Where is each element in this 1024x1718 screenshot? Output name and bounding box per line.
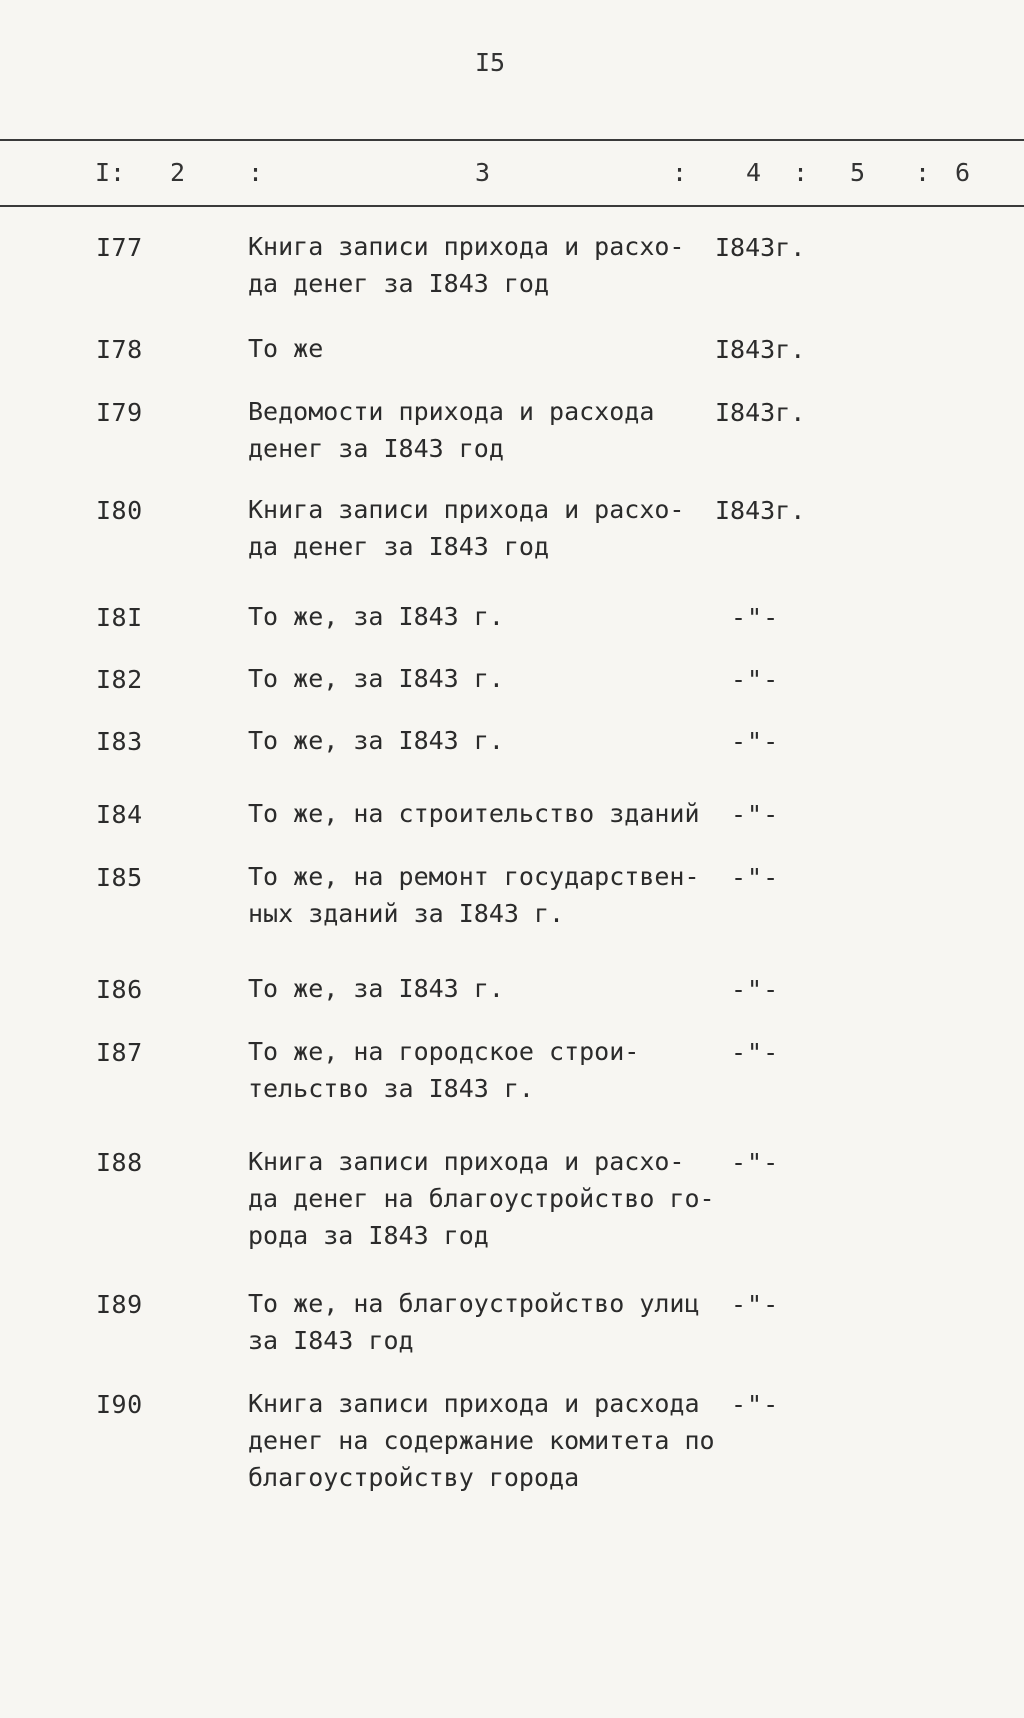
item-date: -"- (731, 1290, 780, 1319)
item-title-line: Ведомости прихода и расхода (248, 397, 655, 426)
item-number: I83 (96, 727, 143, 756)
item-date: -"- (731, 975, 780, 1004)
item-title-line: То же, за I843 г. (248, 974, 504, 1003)
item-title-line: То же, на ремонт государствен- (248, 862, 700, 891)
item-date: I843г. (715, 398, 806, 427)
header-rule-bottom (0, 205, 1024, 207)
item-title-line: Книга записи прихода и расхо- (248, 495, 685, 524)
item-date: -"- (731, 1390, 780, 1419)
item-title-line: То же, на городское строи- (248, 1037, 640, 1066)
item-title (248, 491, 718, 565)
item-date: I843г. (715, 335, 806, 364)
header-col-5: 5 (850, 158, 866, 187)
item-title-line: да денег на благоустройство го- (248, 1184, 715, 1213)
item-title-line: То же, за I843 г. (248, 602, 504, 631)
header-col-4: 4 (746, 158, 762, 187)
item-title-line: То же, за I843 г. (248, 664, 504, 693)
item-date: -"- (731, 1038, 780, 1067)
header-separator-1: : (248, 158, 264, 187)
header-col-6: 6 (955, 158, 971, 187)
item-title-line: ных зданий за I843 г. (248, 899, 565, 928)
header-col-2: 2 (170, 158, 186, 187)
item-title-line: То же (248, 334, 324, 363)
item-title (248, 722, 718, 759)
item-number: I77 (96, 233, 143, 262)
item-number: I84 (96, 800, 143, 829)
item-title-line: Книга записи прихода и расхо- (248, 1147, 685, 1176)
item-number: I78 (96, 335, 143, 364)
item-title (248, 795, 718, 832)
item-number: I88 (96, 1148, 143, 1177)
item-date: I843г. (715, 233, 806, 262)
item-title (248, 228, 718, 302)
item-title (248, 970, 718, 1007)
item-title-line: рода за I843 год (248, 1221, 489, 1250)
header-separator-3: : (793, 158, 809, 187)
page-number: I5 (474, 48, 506, 77)
item-date: -"- (731, 1148, 780, 1177)
item-number: I90 (96, 1390, 143, 1419)
item-title-line: благоустройству города (248, 1463, 580, 1492)
item-date: -"- (731, 665, 780, 694)
header-separator-4: : (915, 158, 931, 187)
item-title (248, 393, 718, 467)
item-number: I8I (96, 603, 143, 632)
item-title (248, 1385, 718, 1496)
item-date: -"- (731, 727, 780, 756)
item-title-line: да денег за I843 год (248, 269, 550, 298)
header-col-3: 3 (475, 158, 491, 187)
item-number: I85 (96, 863, 143, 892)
item-title-line: То же, на строительство зданий (248, 799, 700, 828)
item-date: I843г. (715, 496, 806, 525)
item-title-line: денег на содержание комитета по (248, 1426, 715, 1455)
item-number: I89 (96, 1290, 143, 1319)
header-rule-top (0, 139, 1024, 141)
item-title-line: То же, на благоустройство улиц (248, 1289, 700, 1318)
item-title (248, 858, 718, 932)
item-date: -"- (731, 800, 780, 829)
item-title-line: То же, за I843 г. (248, 726, 504, 755)
item-title (248, 1143, 718, 1254)
item-title (248, 1033, 718, 1107)
item-title (248, 598, 718, 635)
item-title (248, 330, 718, 367)
item-title (248, 660, 718, 697)
item-date: -"- (731, 603, 780, 632)
item-number: I80 (96, 496, 143, 525)
item-number: I79 (96, 398, 143, 427)
item-title-line: да денег за I843 год (248, 532, 550, 561)
item-title (248, 1285, 718, 1359)
item-number: I87 (96, 1038, 143, 1067)
header-separator-2: : (672, 158, 688, 187)
item-title-line: тельство за I843 г. (248, 1074, 534, 1103)
item-number: I82 (96, 665, 143, 694)
item-title-line: денег за I843 год (248, 434, 504, 463)
item-title-line: Книга записи прихода и расхода (248, 1389, 700, 1418)
item-title-line: за I843 год (248, 1326, 414, 1355)
item-number: I86 (96, 975, 143, 1004)
header-col-1: I: (95, 158, 126, 187)
item-date: -"- (731, 863, 780, 892)
item-title-line: Книга записи прихода и расхо- (248, 232, 685, 261)
